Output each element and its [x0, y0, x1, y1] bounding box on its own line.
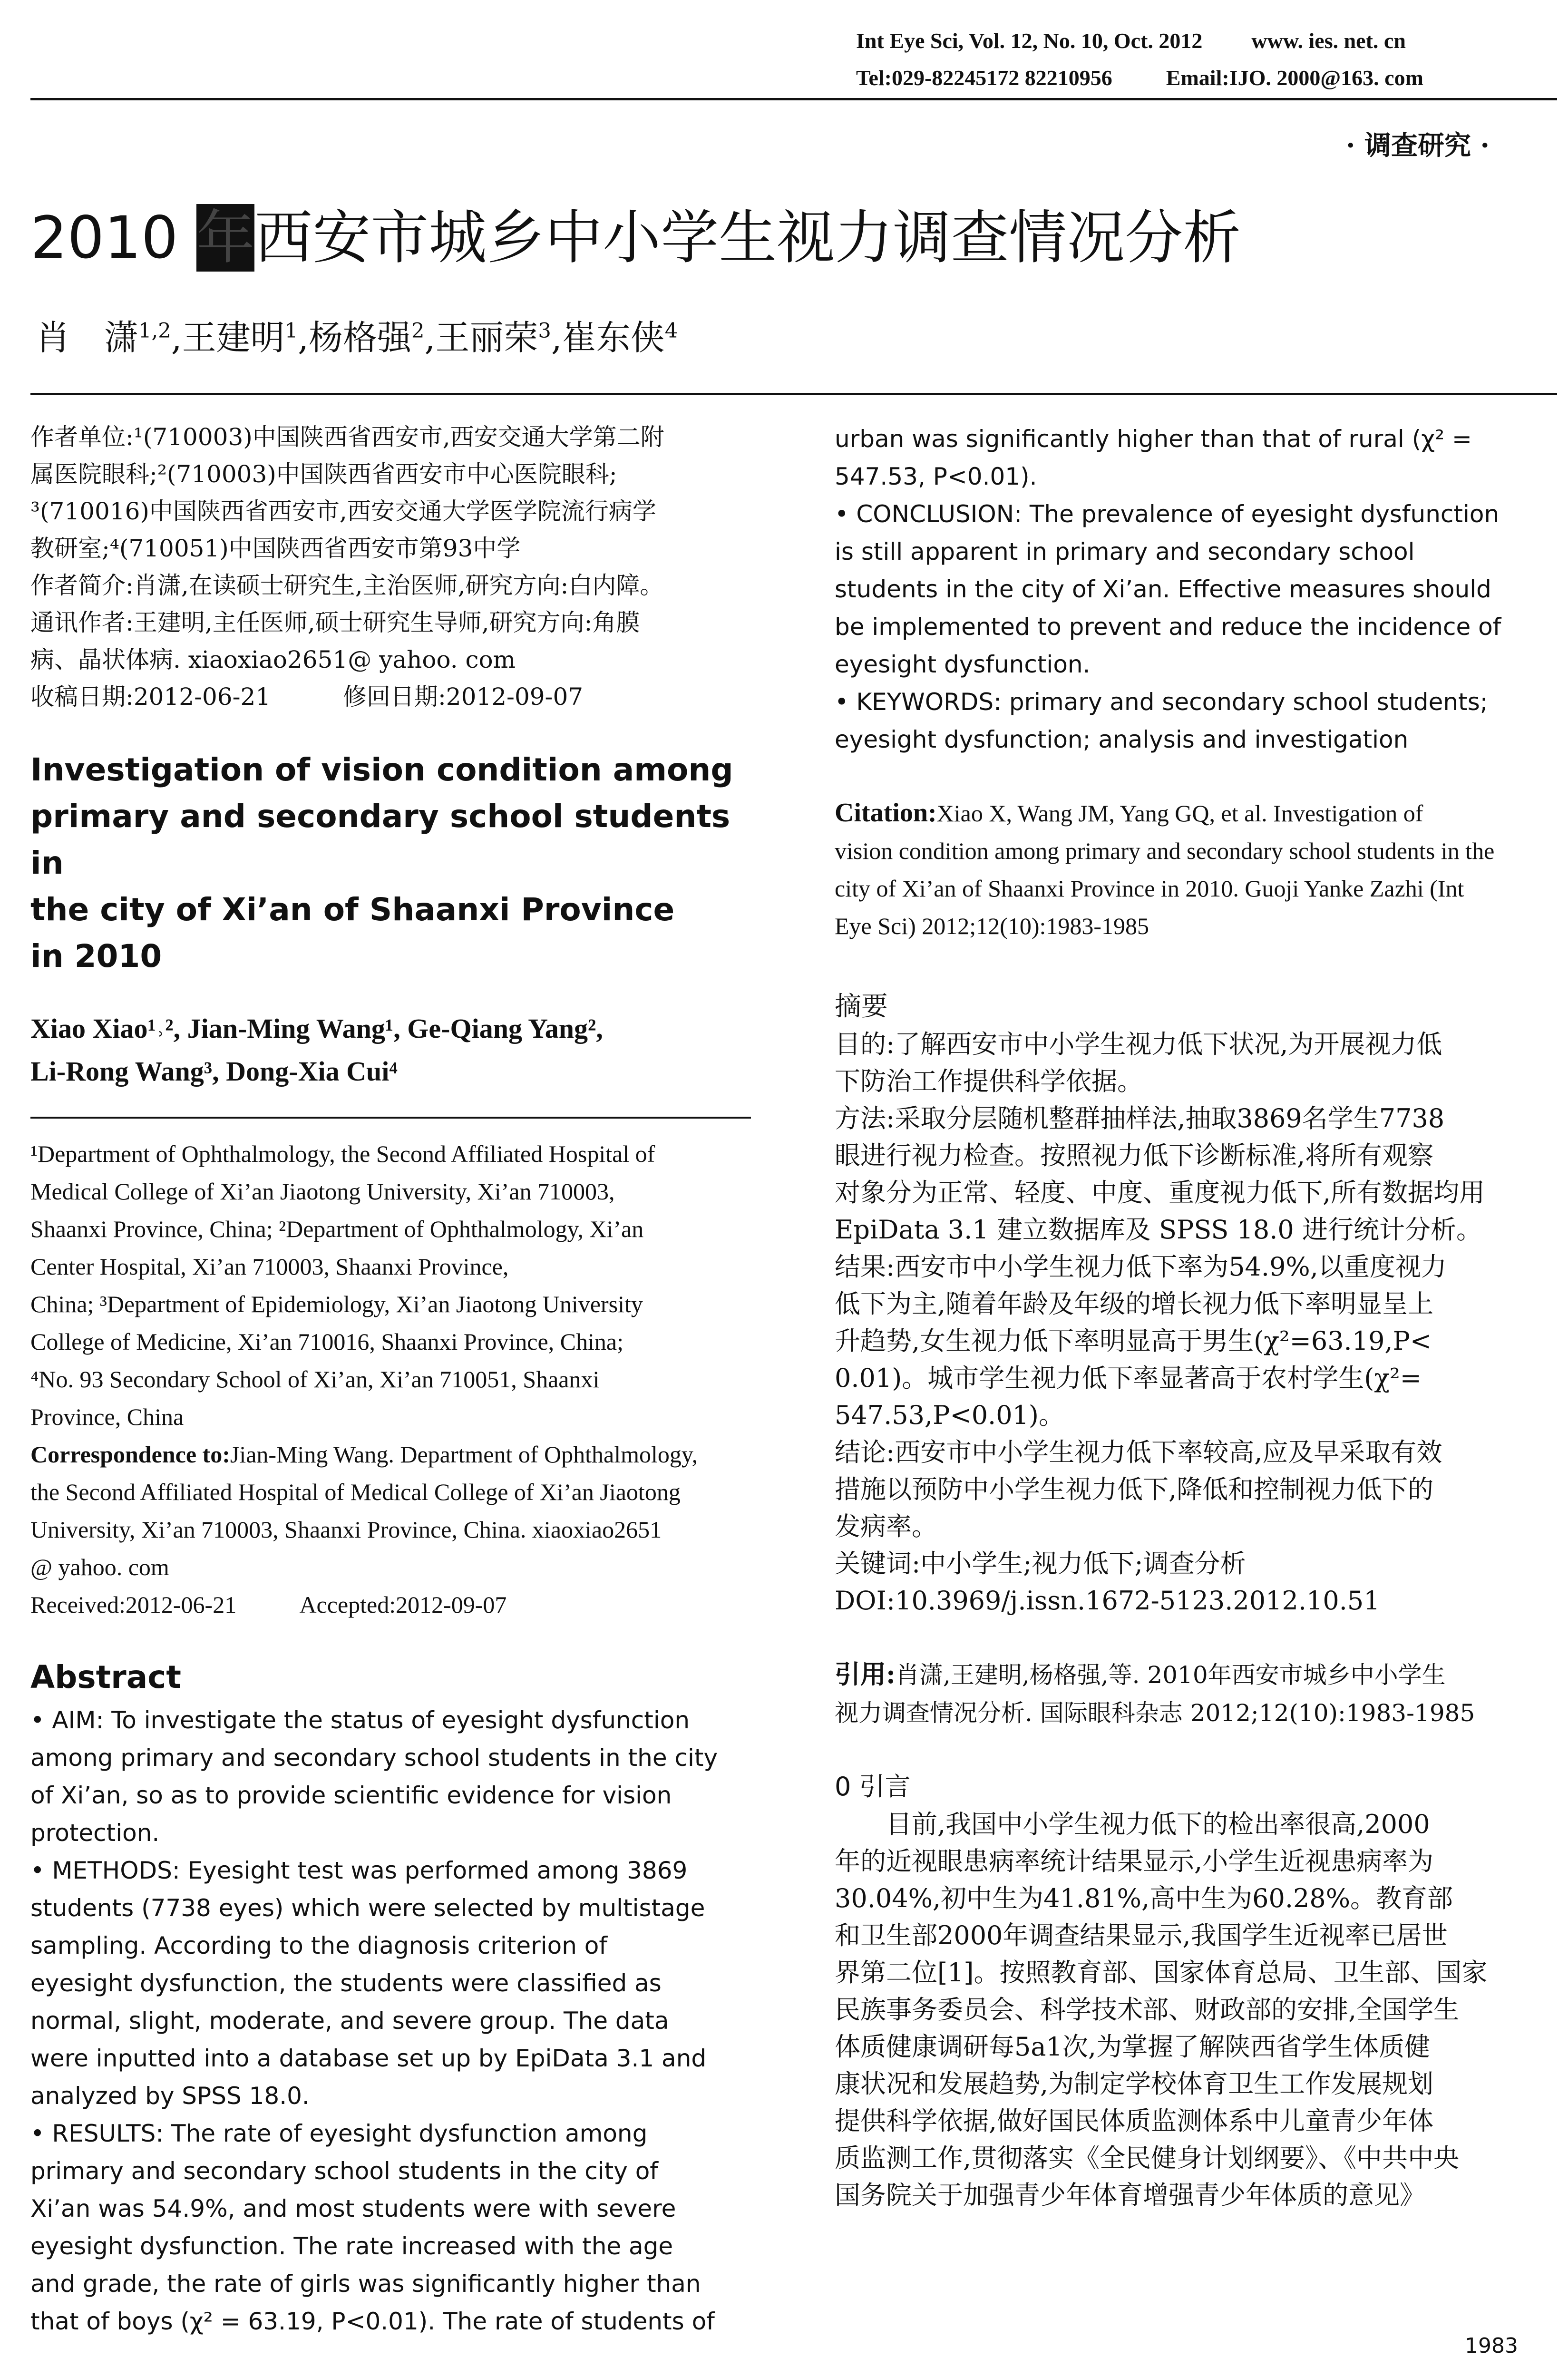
title-rest: 西安市城乡中小学生视力调查情况分析 — [254, 204, 1241, 272]
author-cn-5: 崔东侠$^4$ — [562, 318, 678, 358]
page-number: 1983 — [1465, 2334, 1518, 2358]
author-cn-2: 王建明$^1$ — [182, 318, 298, 358]
revised-cn: 修回日期:2012-09-07 — [342, 683, 584, 711]
journal-tel: Tel:029-82245172 82210956 — [856, 66, 1112, 90]
dates-en — [30, 1586, 751, 1624]
journal-info-line — [856, 27, 1406, 55]
author-bio: 作者简介:肖潇,在读硕士研究生,主治医师,研究方向:白内障。 — [30, 572, 664, 599]
author-cn-1: 肖 潇$^{1,2}$ — [36, 318, 171, 358]
journal-contact-line — [856, 64, 1423, 92]
accepted-en: Accepted:2012-09-07 — [299, 1591, 507, 1618]
affiliation-en: ¹Department of Ophthalmology, the Second Affiliated Hospital of Medical College of Xi’an Jiaotong University, Xi’an 710003, Shaanxi Province, China; ²Department of Ophthalmology, Xi’an Center Hospital, Xi’an 710003, Shaanxi Province, China; ³Department of Epidemiology, Xi’an Jiaotong University College of Medicine, Xi’an 710016, Shaanxi Province, China; ⁴No. 93 Secondary School of Xi’an, Xi’an 710051, Shaanxi Province, China Correspondence to:Jian-Ming Wang. Department of Ophthalmology, the Second Affiliated Hospital of Medical College of Xi’an Jiaotong University, Xi’an 710003, Shaanxi Province, China. xiaoxiao2651 @ yahoo. com Received:2012-06-21 Accepted:2012-09-07 — [30, 1135, 751, 1624]
title-highlight: 年 — [196, 204, 255, 272]
intro-body: 目前,我国中小学生视力低下的检出率很高,2000 年的近视眼患病率统计结果显示,小学生近视患病率为 30.04%,初中生为41.81%,高中生为60.28%。教育部 和卫生部2000年调查结果显示,我国学生近视率已居世 界第二位[1]。按照教育部、国家体育总局、卫生部、国家 民族事务委员会、科学技术部、财政部的安排,全国学生 体质健康调研每5a1次,为掌握了解陕西省学生体质健 康状况和发展趋势,为制定学校体育卫生工作发展规划 提供科学依据,做好国民体质监测体系中儿童青少年体 质监测工作,贯彻落实《全民健身计划纲要》、《中共中央 国务院关于加强青少年体育增强青少年体质的意见》 — [835, 1809, 1488, 2210]
author-cn-4: 王丽荣$^3$ — [435, 318, 551, 358]
received-cn: 收稿日期:2012-06-21 — [30, 683, 271, 711]
affiliation-cn: 作者单位:¹(710003)中国陕西省西安市,西安交通大学第二附 属医院眼科;²(710003)中国陕西省西安市中心医院眼科; ³(710016)中国陕西省西安市,西安交通大学医学院流行病学 教研室;⁴(710051)中国陕西省西安市第93中学 作者简介:肖潇,在读硕士研究生,主治医师,研究方向:白内障。 通讯作者:王建明,主任医师,硕士研究生导师,研究方向:角膜 病、晶状体病. xiaoxiao2651@ yahoo. com 收稿日期:2012-06-21 修回日期:2012-09-07 — [30, 419, 751, 715]
title-block-rule — [30, 393, 1557, 395]
page-title — [30, 202, 1241, 273]
correspondence-label: Correspondence to: — [30, 1441, 230, 1468]
english-title: Investigation of vision condition among primary and secondary school students in the city of Xi’an of Shaanxi Province in 2010 — [30, 751, 733, 974]
title-year: 2010 — [30, 204, 178, 272]
journal-email[interactable]: Email:IJO. 2000@163. com — [1166, 66, 1423, 90]
dates-cn — [30, 678, 751, 715]
abstract-en-continued: urban was significantly higher than that of rural (χ² = 547.53, P<0.01). • CONCLUSION: The prevalence of eyesight dysfunction is still apparent in primary and secondary school students in the city of Xi’an. Effective measures should be implemented to prevent and reduce the incidence of eyesight dysfunction. • KEYWORDS: primary and secondary school students; eyesight dysfunction; analysis and investigation — [835, 425, 1501, 753]
journal-website[interactable]: www. ies. net. cn — [1251, 29, 1406, 53]
left-column — [30, 419, 751, 2340]
zhaiyao-heading: 摘要 — [835, 991, 888, 1022]
yinyong-label: 引用: — [835, 1659, 896, 1689]
right-column — [835, 420, 1555, 2214]
section-label: · 调查研究 · — [1346, 130, 1490, 161]
citation-cn: 引用:肖潇,王建明,杨格强,等. 2010年西安市城乡中小学生 视力调查情况分析. 国际眼科杂志 2012;12(10):1983-1985 — [835, 1659, 1475, 1727]
affiliation-rule — [30, 1117, 751, 1119]
doi[interactable]: DOI:10.3969/j.issn.1672-5123.2012.10.51 — [835, 1586, 1380, 1616]
intro-heading: 0 引言 — [835, 1772, 911, 1802]
correspondence-en: Correspondence to:Jian-Ming Wang. Department of Ophthalmology, — [30, 1441, 698, 1468]
abstract-cn: 目的:了解西安市中小学生视力低下状况,为开展视力低 下防治工作提供科学依据。 方法:采取分层随机整群抽样法,抽取3869名学生7738 眼进行视力检查。按照视力低下诊断标准,将所有观察 对象分为正常、轻度、中度、重度视力低下,所有数据均用 EpiData 3.1 建立数据库及 SPSS 18.0 进行统计分析。 结果:西安市中小学生视力低下率为54.9%,以重度视力 低下为主,随着年龄及年级的增长视力低下率明显呈上 升趋势,女生视力低下率明显高于男生(χ²=63.19,P< 0.01)。城市学生视力低下率显著高于农村学生(χ²= 547.53,P<0.01)。 结论:西安市中小学生视力低下率较高,应及早采取有效 措施以预防中小学生视力低下,降低和控制视力低下的 发病率。 关键词:中小学生;视力低下;调查分析 DOI:10.3969/j.issn.1672-5123.2012.10.51 — [835, 1026, 1555, 1619]
journal-citation: Int Eye Sci, Vol. 12, No. 10, Oct. 2012 — [856, 29, 1203, 53]
received-en: Received:2012-06-21 — [30, 1591, 237, 1618]
header-rule — [30, 98, 1557, 100]
abstract-en: • AIM: To investigate the status of eyesight dysfunction among primary and secondary school students in the city of Xi’an, so as to provide scientific evidence for vision protection. • METHODS: Eyesight test was performed among 3869 students (7738 eyes) which were selected by multistage sampling. According to the diagnosis criterion of eyesight dysfunction, the students were classified as normal, slight, moderate, and severe group. The data were inputted into a database set up by EpiData 3.1 and analyzed by SPSS 18.0. • RESULTS: The rate of eyesight dysfunction among primary and secondary school students in the city of Xi’an was 54.9%, and most students were with severe eyesight dysfunction. The rate increased with the age and grade, the rate of girls was significantly higher than that of boys (χ² = 63.19, P<0.01). The rate of students of — [30, 1706, 718, 2335]
citation-label: Citation: — [835, 798, 937, 828]
citation-en: Citation:Xiao X, Wang JM, Yang GQ, et al. Investigation of vision condition among primary and secondary school students in the city of Xi’an of Shaanxi Province in 2010. Guoji Yanke Zazhi (Int Eye Sci) 2012;12(10):1983-1985 — [835, 798, 1495, 939]
abstract-heading: Abstract — [30, 1659, 181, 1695]
authors-en: Xiao Xiao¹˒², Jian-Ming Wang¹, Ge-Qiang Yang², Li-Rong Wang³, Dong-Xia Cui⁴ — [30, 1013, 603, 1087]
authors-cn: 肖 潇$^{1,2}$,王建明$^1$,杨格强$^2$,王丽荣$^3$,崔东侠$^4$ — [36, 318, 678, 358]
author-cn-3: 杨格强$^2$ — [308, 318, 425, 358]
